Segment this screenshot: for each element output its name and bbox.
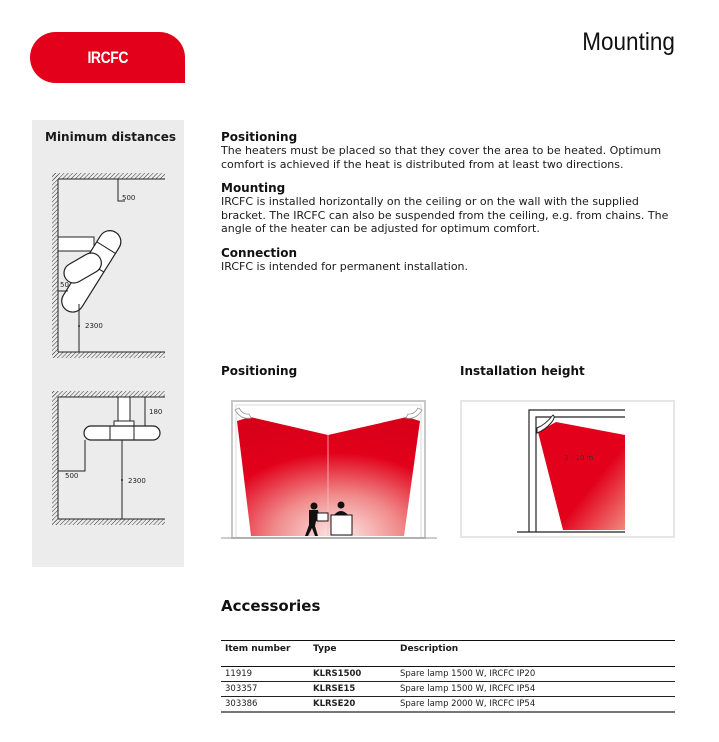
table-row xyxy=(221,682,675,697)
section-body-mounting: IRCFC is installed horizontally on the ceiling or on the wall with the supplied bracket. The IRCFC can also be suspended from the ceiling, e.g. from chains. The angle of the heater can be adjusted for optimum comfort. xyxy=(221,195,669,235)
minimum-distances-title: Minimum distances xyxy=(45,130,177,144)
wall-mount-diagram xyxy=(52,173,165,358)
dim-label-height: 2300 xyxy=(85,322,103,330)
accessories-title: Accessories xyxy=(221,597,321,615)
installation-height-figure-title: Installation height xyxy=(460,364,585,378)
positioning-figure-title: Positioning xyxy=(221,364,298,378)
product-badge-label: IRCFC xyxy=(87,47,128,67)
section-heading-mounting: Mounting xyxy=(221,181,286,195)
description-cell: Spare lamp 1500 W, IRCFC IP54 xyxy=(396,682,675,697)
dim-label-side: 500 xyxy=(65,472,79,480)
column-header-description: Description xyxy=(396,641,675,667)
desk xyxy=(331,515,352,535)
dim-label-top: 180 xyxy=(149,408,163,416)
page-title: Mounting xyxy=(582,28,675,56)
column-header-type: Type xyxy=(309,641,396,667)
description-cell: Spare lamp 2000 W, IRCFC IP54 xyxy=(396,697,675,712)
dim-label-top: 500 xyxy=(122,194,136,202)
wall-hatch xyxy=(52,173,58,358)
ceiling-hatch xyxy=(52,173,165,179)
table-row xyxy=(221,697,675,712)
type-cell: KLRSE20 xyxy=(309,697,396,712)
type-cell: KLRSE15 xyxy=(309,682,396,697)
column-header-item-number: Item number xyxy=(221,641,309,667)
section-heading-positioning: Positioning xyxy=(221,130,298,144)
item-number-cell: 303386 xyxy=(221,697,309,712)
minimum-distances-panel xyxy=(32,120,184,567)
positioning-illustration xyxy=(221,398,437,543)
table-row xyxy=(221,667,675,682)
minimum-distances-diagrams xyxy=(32,120,184,567)
section-heading-connection: Connection xyxy=(221,245,298,260)
dim-label-side: 50 xyxy=(60,281,69,289)
height-range-label: 3 - 10 m xyxy=(564,454,594,462)
installation-height-illustration xyxy=(460,400,676,540)
floor-hatch xyxy=(52,352,165,358)
description-cell: Spare lamp 1500 W, IRCFC IP20 xyxy=(396,667,675,682)
accessories-table xyxy=(221,640,675,713)
item-number-cell: 11919 xyxy=(221,667,309,682)
product-badge xyxy=(30,32,185,83)
mounting-text xyxy=(221,130,681,283)
section-body-positioning: The heaters must be placed so that they cover the area to be heated. Optimum comfort is achieved if the heat is distributed from at least two directions. xyxy=(221,144,662,171)
item-number-cell: 303357 xyxy=(221,682,309,697)
dim-label-height: 2300 xyxy=(128,477,146,485)
ceiling-mount-diagram xyxy=(52,391,165,525)
type-cell: KLRS1500 xyxy=(309,667,396,682)
table-header-row xyxy=(221,641,675,667)
section-body-connection: IRCFC is intended for permanent installation. xyxy=(221,259,469,273)
